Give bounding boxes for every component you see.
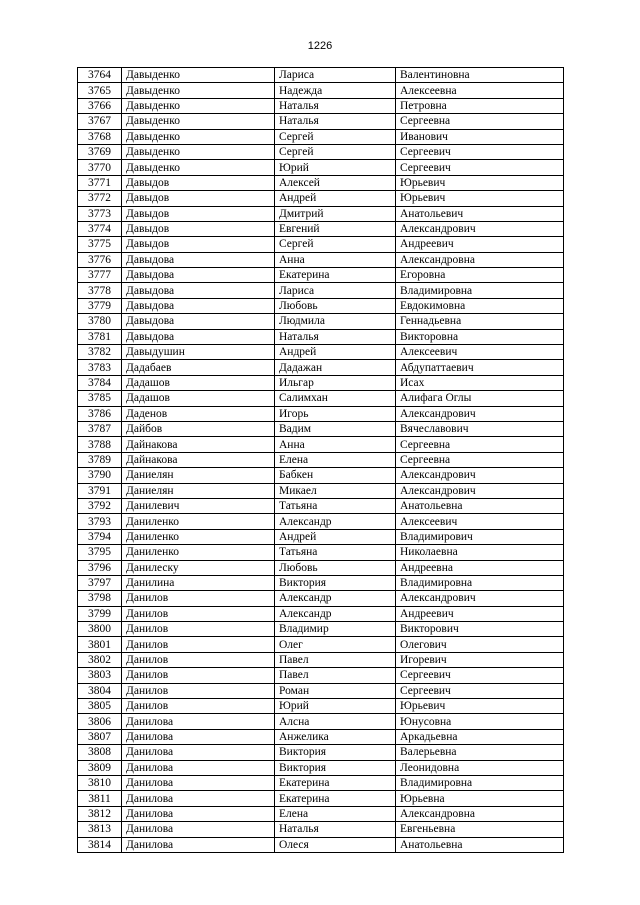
- patronymic-cell: Сергеевна: [396, 437, 564, 452]
- first-name-cell: Наталья: [275, 114, 396, 129]
- table-row: [78, 375, 564, 390]
- row-number-cell: 3812: [78, 806, 122, 821]
- last-name-cell: Давыдова: [122, 283, 275, 298]
- roster-table-body: [78, 68, 564, 853]
- patronymic-cell: Валентиновна: [396, 68, 564, 83]
- row-number-cell: 3784: [78, 375, 122, 390]
- patronymic-cell: Юрьевич: [396, 699, 564, 714]
- last-name-cell: Давыдушин: [122, 345, 275, 360]
- row-number-cell: 3785: [78, 391, 122, 406]
- patronymic-cell: Аркадьевна: [396, 729, 564, 744]
- first-name-cell: Елена: [275, 452, 396, 467]
- last-name-cell: Давыдова: [122, 252, 275, 267]
- patronymic-cell: Сергеевич: [396, 144, 564, 159]
- first-name-cell: Андрей: [275, 529, 396, 544]
- patronymic-cell: Геннадьевна: [396, 314, 564, 329]
- last-name-cell: Данилов: [122, 622, 275, 637]
- row-number-cell: 3778: [78, 283, 122, 298]
- first-name-cell: Павел: [275, 668, 396, 683]
- last-name-cell: Данилов: [122, 652, 275, 667]
- table-row: [78, 591, 564, 606]
- table-row: [78, 129, 564, 144]
- last-name-cell: Давыдов: [122, 206, 275, 221]
- first-name-cell: Александр: [275, 606, 396, 621]
- first-name-cell: Лариса: [275, 283, 396, 298]
- table-row: [78, 514, 564, 529]
- patronymic-cell: Алексеевич: [396, 514, 564, 529]
- first-name-cell: Андрей: [275, 191, 396, 206]
- last-name-cell: Давыдова: [122, 268, 275, 283]
- table-row: [78, 822, 564, 837]
- first-name-cell: Владимир: [275, 622, 396, 637]
- patronymic-cell: Петровна: [396, 98, 564, 113]
- row-number-cell: 3798: [78, 591, 122, 606]
- row-number-cell: 3792: [78, 498, 122, 513]
- row-number-cell: 3781: [78, 329, 122, 344]
- table-row: [78, 729, 564, 744]
- patronymic-cell: Абдупаттаевич: [396, 360, 564, 375]
- row-number-cell: 3766: [78, 98, 122, 113]
- patronymic-cell: Анатольевна: [396, 837, 564, 852]
- last-name-cell: Давыденко: [122, 98, 275, 113]
- last-name-cell: Данилова: [122, 714, 275, 729]
- first-name-cell: Екатерина: [275, 791, 396, 806]
- last-name-cell: Данилова: [122, 745, 275, 760]
- row-number-cell: 3813: [78, 822, 122, 837]
- patronymic-cell: Владимировна: [396, 283, 564, 298]
- patronymic-cell: Сергеевна: [396, 452, 564, 467]
- row-number-cell: 3782: [78, 345, 122, 360]
- row-number-cell: 3780: [78, 314, 122, 329]
- last-name-cell: Даниелян: [122, 468, 275, 483]
- last-name-cell: Даниленко: [122, 514, 275, 529]
- table-row: [78, 298, 564, 313]
- last-name-cell: Давыденко: [122, 114, 275, 129]
- table-row: [78, 498, 564, 513]
- patronymic-cell: Владимировна: [396, 775, 564, 790]
- first-name-cell: Елена: [275, 806, 396, 821]
- table-row: [78, 683, 564, 698]
- row-number-cell: 3804: [78, 683, 122, 698]
- row-number-cell: 3797: [78, 575, 122, 590]
- table-row: [78, 560, 564, 575]
- row-number-cell: 3764: [78, 68, 122, 83]
- first-name-cell: Анжелика: [275, 729, 396, 744]
- first-name-cell: Анна: [275, 252, 396, 267]
- table-row: [78, 714, 564, 729]
- patronymic-cell: Александрович: [396, 406, 564, 421]
- first-name-cell: Сергей: [275, 144, 396, 159]
- table-row: [78, 144, 564, 159]
- row-number-cell: 3806: [78, 714, 122, 729]
- table-row: [78, 221, 564, 236]
- last-name-cell: Давыденко: [122, 83, 275, 98]
- row-number-cell: 3783: [78, 360, 122, 375]
- last-name-cell: Дадабаев: [122, 360, 275, 375]
- first-name-cell: Сергей: [275, 129, 396, 144]
- patronymic-cell: Леонидовна: [396, 760, 564, 775]
- first-name-cell: Юрий: [275, 699, 396, 714]
- table-row: [78, 406, 564, 421]
- last-name-cell: Данилевич: [122, 498, 275, 513]
- last-name-cell: Данилеску: [122, 560, 275, 575]
- patronymic-cell: Александрович: [396, 468, 564, 483]
- last-name-cell: Данилова: [122, 806, 275, 821]
- row-number-cell: 3794: [78, 529, 122, 544]
- first-name-cell: Олег: [275, 637, 396, 652]
- row-number-cell: 3777: [78, 268, 122, 283]
- table-row: [78, 837, 564, 852]
- row-number-cell: 3767: [78, 114, 122, 129]
- table-row: [78, 699, 564, 714]
- first-name-cell: Татьяна: [275, 498, 396, 513]
- patronymic-cell: Юрьевна: [396, 791, 564, 806]
- last-name-cell: Данилова: [122, 760, 275, 775]
- patronymic-cell: Владимирович: [396, 529, 564, 544]
- table-row: [78, 360, 564, 375]
- patronymic-cell: Юрьевич: [396, 191, 564, 206]
- row-number-cell: 3774: [78, 221, 122, 236]
- table-row: [78, 775, 564, 790]
- patronymic-cell: Юнусовна: [396, 714, 564, 729]
- last-name-cell: Данилова: [122, 791, 275, 806]
- row-number-cell: 3793: [78, 514, 122, 529]
- row-number-cell: 3810: [78, 775, 122, 790]
- row-number-cell: 3799: [78, 606, 122, 621]
- first-name-cell: Евгений: [275, 221, 396, 236]
- patronymic-cell: Владимировна: [396, 575, 564, 590]
- table-row: [78, 437, 564, 452]
- first-name-cell: Салимхан: [275, 391, 396, 406]
- first-name-cell: Алексей: [275, 175, 396, 190]
- row-number-cell: 3787: [78, 421, 122, 436]
- last-name-cell: Давыденко: [122, 160, 275, 175]
- last-name-cell: Данилов: [122, 683, 275, 698]
- last-name-cell: Давыдов: [122, 175, 275, 190]
- row-number-cell: 3807: [78, 729, 122, 744]
- first-name-cell: Екатерина: [275, 775, 396, 790]
- patronymic-cell: Евгеньевна: [396, 822, 564, 837]
- table-row: [78, 206, 564, 221]
- last-name-cell: Дайбов: [122, 421, 275, 436]
- first-name-cell: Ильгар: [275, 375, 396, 390]
- last-name-cell: Дадашов: [122, 375, 275, 390]
- first-name-cell: Екатерина: [275, 268, 396, 283]
- patronymic-cell: Исах: [396, 375, 564, 390]
- row-number-cell: 3808: [78, 745, 122, 760]
- first-name-cell: Надежда: [275, 83, 396, 98]
- last-name-cell: Даденов: [122, 406, 275, 421]
- row-number-cell: 3790: [78, 468, 122, 483]
- last-name-cell: Дайнакова: [122, 437, 275, 452]
- patronymic-cell: Олегович: [396, 637, 564, 652]
- table-row: [78, 545, 564, 560]
- table-row: [78, 483, 564, 498]
- last-name-cell: Данилова: [122, 729, 275, 744]
- row-number-cell: 3800: [78, 622, 122, 637]
- patronymic-cell: Сергеевич: [396, 160, 564, 175]
- patronymic-cell: Иванович: [396, 129, 564, 144]
- table-row: [78, 268, 564, 283]
- roster-table: [77, 67, 564, 853]
- row-number-cell: 3809: [78, 760, 122, 775]
- first-name-cell: Сергей: [275, 237, 396, 252]
- table-row: [78, 252, 564, 267]
- table-row: [78, 622, 564, 637]
- first-name-cell: Андрей: [275, 345, 396, 360]
- last-name-cell: Давыдова: [122, 298, 275, 313]
- patronymic-cell: Анатольевич: [396, 206, 564, 221]
- first-name-cell: Микаел: [275, 483, 396, 498]
- first-name-cell: Лариса: [275, 68, 396, 83]
- row-number-cell: 3811: [78, 791, 122, 806]
- patronymic-cell: Викторович: [396, 622, 564, 637]
- row-number-cell: 3779: [78, 298, 122, 313]
- last-name-cell: Давыдова: [122, 314, 275, 329]
- row-number-cell: 3773: [78, 206, 122, 221]
- patronymic-cell: Валерьевна: [396, 745, 564, 760]
- table-row: [78, 606, 564, 621]
- last-name-cell: Данилов: [122, 606, 275, 621]
- last-name-cell: Данилов: [122, 668, 275, 683]
- table-row: [78, 175, 564, 190]
- last-name-cell: Давыденко: [122, 144, 275, 159]
- patronymic-cell: Николаевна: [396, 545, 564, 560]
- row-number-cell: 3801: [78, 637, 122, 652]
- table-row: [78, 98, 564, 113]
- row-number-cell: 3789: [78, 452, 122, 467]
- last-name-cell: Данилова: [122, 822, 275, 837]
- table-row: [78, 83, 564, 98]
- last-name-cell: Дайнакова: [122, 452, 275, 467]
- page-number: 1226: [307, 40, 333, 52]
- first-name-cell: Игорь: [275, 406, 396, 421]
- last-name-cell: Данилова: [122, 837, 275, 852]
- table-row: [78, 668, 564, 683]
- row-number-cell: 3814: [78, 837, 122, 852]
- last-name-cell: Давыдова: [122, 329, 275, 344]
- table-row: [78, 421, 564, 436]
- patronymic-cell: Алексеевна: [396, 83, 564, 98]
- last-name-cell: Давыденко: [122, 129, 275, 144]
- row-number-cell: 3771: [78, 175, 122, 190]
- patronymic-cell: Сергеевна: [396, 114, 564, 129]
- last-name-cell: Данилина: [122, 575, 275, 590]
- first-name-cell: Виктория: [275, 575, 396, 590]
- patronymic-cell: Александровна: [396, 252, 564, 267]
- row-number-cell: 3775: [78, 237, 122, 252]
- patronymic-cell: Андреевич: [396, 606, 564, 621]
- row-number-cell: 3788: [78, 437, 122, 452]
- last-name-cell: Давыдов: [122, 237, 275, 252]
- row-number-cell: 3791: [78, 483, 122, 498]
- patronymic-cell: Евдокимовна: [396, 298, 564, 313]
- last-name-cell: Давыдов: [122, 191, 275, 206]
- last-name-cell: Данилов: [122, 699, 275, 714]
- table-row: [78, 237, 564, 252]
- table-row: [78, 791, 564, 806]
- first-name-cell: Олеся: [275, 837, 396, 852]
- table-row: [78, 575, 564, 590]
- patronymic-cell: Анатольевна: [396, 498, 564, 513]
- row-number-cell: 3803: [78, 668, 122, 683]
- first-name-cell: Анна: [275, 437, 396, 452]
- first-name-cell: Любовь: [275, 560, 396, 575]
- row-number-cell: 3795: [78, 545, 122, 560]
- row-number-cell: 3786: [78, 406, 122, 421]
- table-row: [78, 283, 564, 298]
- last-name-cell: Данилов: [122, 637, 275, 652]
- patronymic-cell: Егоровна: [396, 268, 564, 283]
- table-row: [78, 745, 564, 760]
- patronymic-cell: Игоревич: [396, 652, 564, 667]
- first-name-cell: Юрий: [275, 160, 396, 175]
- first-name-cell: Татьяна: [275, 545, 396, 560]
- first-name-cell: Павел: [275, 652, 396, 667]
- row-number-cell: 3765: [78, 83, 122, 98]
- first-name-cell: Людмила: [275, 314, 396, 329]
- first-name-cell: Любовь: [275, 298, 396, 313]
- table-row: [78, 114, 564, 129]
- table-row: [78, 191, 564, 206]
- last-name-cell: Данилова: [122, 775, 275, 790]
- table-row: [78, 160, 564, 175]
- first-name-cell: Вадим: [275, 421, 396, 436]
- row-number-cell: 3768: [78, 129, 122, 144]
- table-row: [78, 314, 564, 329]
- first-name-cell: Виктория: [275, 760, 396, 775]
- first-name-cell: Дмитрий: [275, 206, 396, 221]
- table-row: [78, 329, 564, 344]
- first-name-cell: Наталья: [275, 822, 396, 837]
- table-row: [78, 760, 564, 775]
- last-name-cell: Даниленко: [122, 545, 275, 560]
- patronymic-cell: Александрович: [396, 221, 564, 236]
- patronymic-cell: Александрович: [396, 483, 564, 498]
- patronymic-cell: Александрович: [396, 591, 564, 606]
- table-row: [78, 345, 564, 360]
- row-number-cell: 3769: [78, 144, 122, 159]
- last-name-cell: Даниелян: [122, 483, 275, 498]
- last-name-cell: Даниленко: [122, 529, 275, 544]
- table-row: [78, 468, 564, 483]
- first-name-cell: Алсна: [275, 714, 396, 729]
- table-row: [78, 529, 564, 544]
- last-name-cell: Дадашов: [122, 391, 275, 406]
- last-name-cell: Давыдов: [122, 221, 275, 236]
- table-row: [78, 391, 564, 406]
- first-name-cell: Роман: [275, 683, 396, 698]
- first-name-cell: Бабкен: [275, 468, 396, 483]
- row-number-cell: 3796: [78, 560, 122, 575]
- row-number-cell: 3770: [78, 160, 122, 175]
- patronymic-cell: Алифага Оглы: [396, 391, 564, 406]
- last-name-cell: Данилов: [122, 591, 275, 606]
- last-name-cell: Давыденко: [122, 68, 275, 83]
- first-name-cell: Виктория: [275, 745, 396, 760]
- table-row: [78, 806, 564, 821]
- row-number-cell: 3776: [78, 252, 122, 267]
- patronymic-cell: Алексеевич: [396, 345, 564, 360]
- patronymic-cell: Сергеевич: [396, 683, 564, 698]
- row-number-cell: 3772: [78, 191, 122, 206]
- table-row: [78, 652, 564, 667]
- patronymic-cell: Андреевна: [396, 560, 564, 575]
- first-name-cell: Наталья: [275, 98, 396, 113]
- first-name-cell: Александр: [275, 591, 396, 606]
- patronymic-cell: Сергеевич: [396, 668, 564, 683]
- table-row: [78, 452, 564, 467]
- first-name-cell: Наталья: [275, 329, 396, 344]
- table-row: [78, 68, 564, 83]
- patronymic-cell: Александровна: [396, 806, 564, 821]
- patronymic-cell: Вячеславович: [396, 421, 564, 436]
- row-number-cell: 3805: [78, 699, 122, 714]
- first-name-cell: Александр: [275, 514, 396, 529]
- row-number-cell: 3802: [78, 652, 122, 667]
- table-row: [78, 637, 564, 652]
- patronymic-cell: Андреевич: [396, 237, 564, 252]
- patronymic-cell: Викторовна: [396, 329, 564, 344]
- first-name-cell: Дадажан: [275, 360, 396, 375]
- patronymic-cell: Юрьевич: [396, 175, 564, 190]
